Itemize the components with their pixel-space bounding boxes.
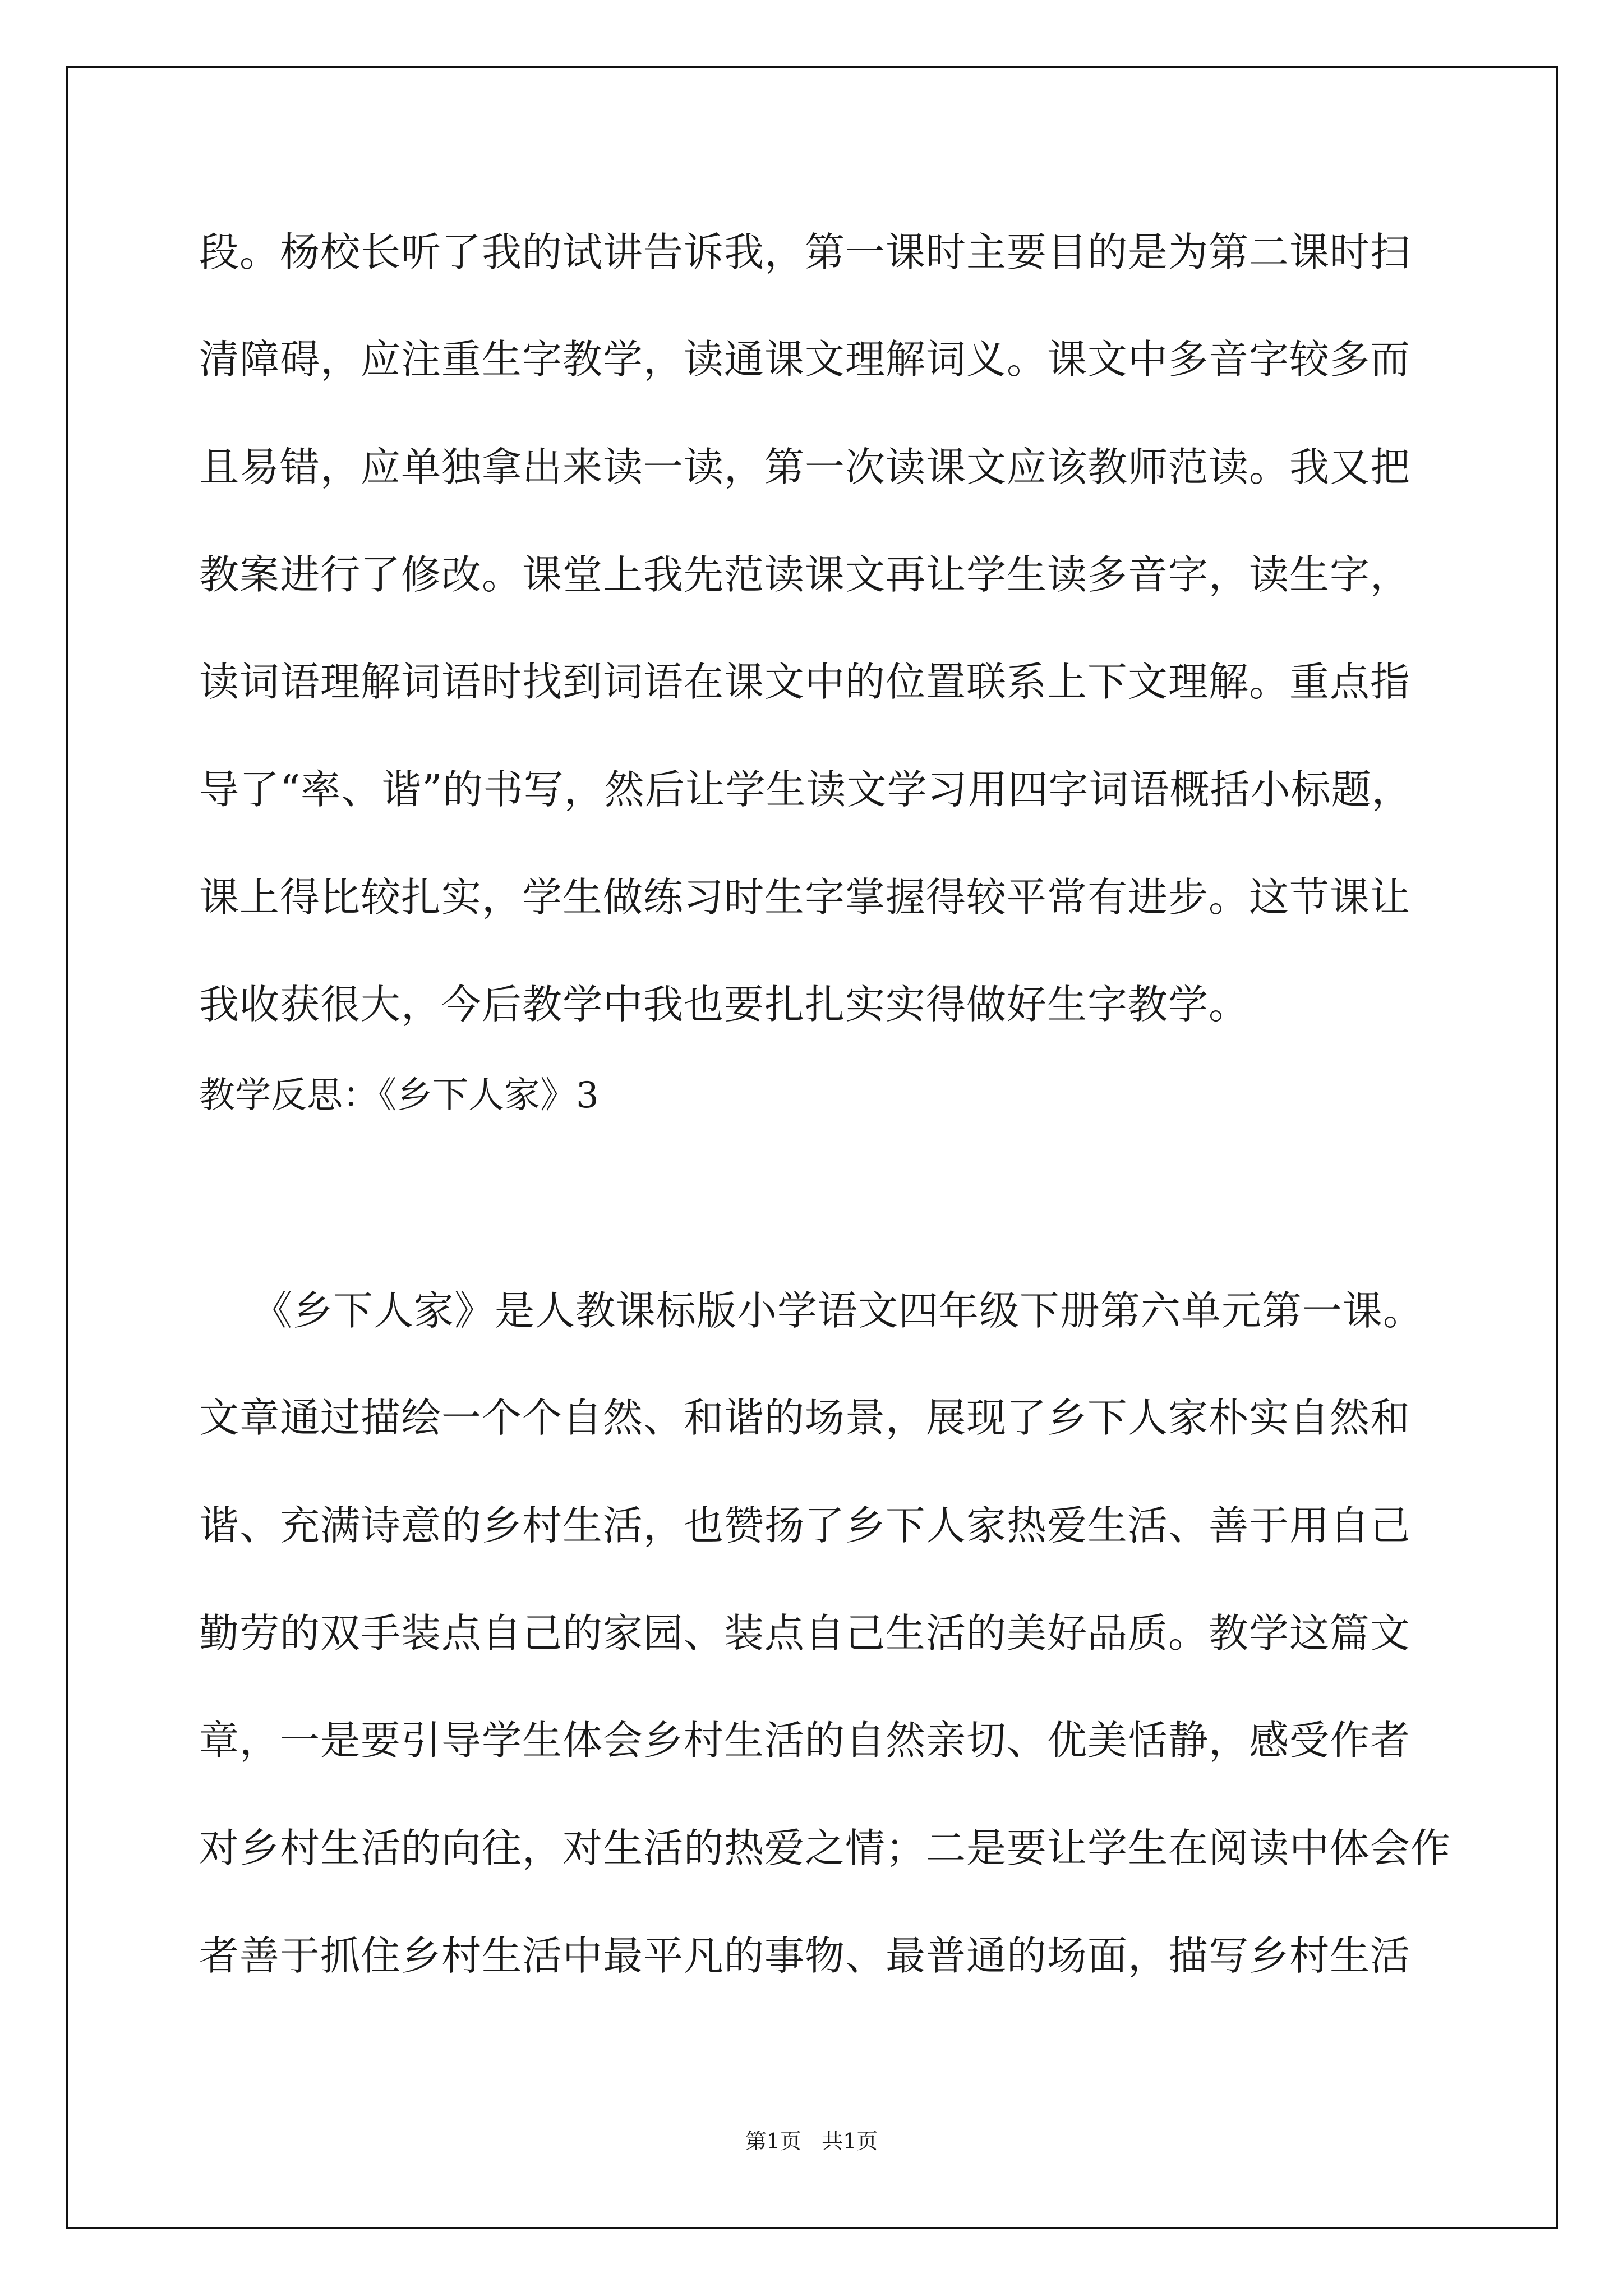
paragraph-2-line-2: 文章通过描绘一个个自然、和谐的场景，展现了乡下人家朴实自然和	[199, 1395, 1411, 1441]
paragraph-1-line-6: 导了“率、谐”的书写，然后让学生读文学习用四字词语概括小标题，	[199, 766, 1412, 813]
paragraph-1-line-8: 我收获很大，今后教学中我也要扎扎实实得做好生字教学。	[199, 981, 1249, 1028]
paragraph-1-line-5: 读词语理解词语时找到词语在课文中的位置联系上下文理解。重点指	[199, 659, 1411, 705]
paragraph-2-line-4: 勤劳的双手装点自己的家园、装点自己生活的美好品质。教学这篇文	[199, 1610, 1411, 1657]
paragraph-1-line-2: 清障碍，应注重生字教学，读通课文理解词义。课文中多音字较多而	[199, 336, 1411, 383]
page-border	[66, 66, 1558, 2229]
paragraph-2-line-3: 谐、充满诗意的乡村生活，也赞扬了乡下人家热爱生活、善于用自己	[199, 1502, 1411, 1549]
paragraph-2-line-7: 者善于抓住乡村生活中最平凡的事物、最普通的场面，描写乡村生活	[199, 1932, 1411, 1979]
paragraph-1-line-1: 段。杨校长听了我的试讲告诉我，第一课时主要目的是为第二课时扫	[199, 229, 1411, 275]
paragraph-2-line-5: 章，一是要引导学生体会乡村生活的自然亲切、优美恬静，感受作者	[199, 1717, 1411, 1764]
paragraph-1-line-3: 且易错，应单独拿出来读一读，第一次读课文应该教师范读。我又把	[199, 444, 1411, 490]
section-heading: 教学反思：《乡下人家》3	[199, 1075, 599, 1116]
paragraph-2-line-6: 对乡村生活的向往，对生活的热爱之情；二是要让学生在阅读中体会作	[199, 1825, 1451, 1871]
page-number-footer: 第1页 共1页	[745, 2129, 878, 2154]
paragraph-1-line-7: 课上得比较扎实，学生做练习时生字掌握得较平常有进步。这节课让	[199, 874, 1411, 921]
paragraph-1-line-4: 教案进行了修改。课堂上我先范读课文再让学生读多音字，读生字，	[199, 551, 1411, 598]
paragraph-2-line-1: 《乡下人家》是人教课标版小学语文四年级下册第六单元第一课。	[252, 1287, 1424, 1334]
